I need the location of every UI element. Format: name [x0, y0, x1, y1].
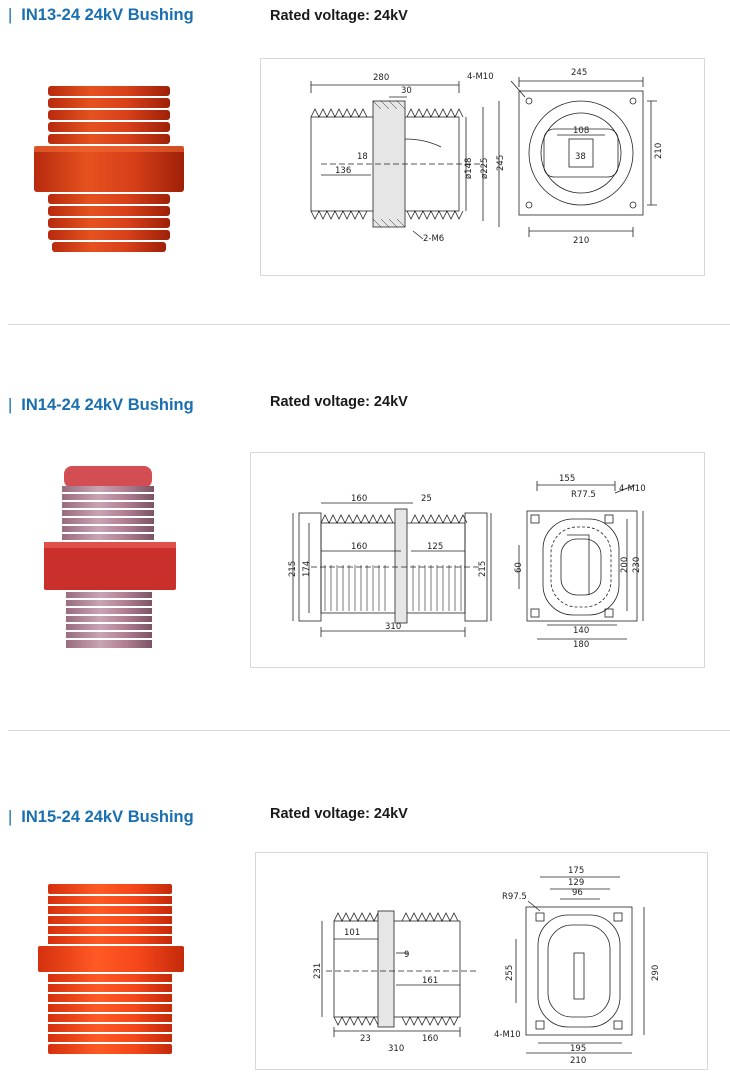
- drawing-svg-in13: [261, 59, 704, 275]
- technical-drawing-in15: [255, 852, 708, 1070]
- dim-200: 200: [620, 556, 630, 573]
- dim-101: 101: [344, 928, 361, 938]
- dim-215-left: 215: [288, 560, 298, 577]
- dim-136: 136: [335, 166, 352, 176]
- dim-174: 174: [302, 560, 312, 577]
- dim-255: 255: [505, 964, 515, 981]
- dim-245-top: 245: [571, 68, 588, 78]
- dim-140: 140: [573, 626, 590, 636]
- dim-r77-5: R77.5: [571, 490, 596, 500]
- dim-108: 108: [573, 126, 590, 136]
- product-title-in13: [8, 6, 194, 25]
- dim-210-right: 210: [654, 142, 664, 159]
- dim-210: 210: [570, 1056, 587, 1066]
- dim-160-inner: 160: [351, 542, 368, 552]
- dim-210-bottom: 210: [573, 236, 590, 246]
- technical-drawing-in14: [250, 452, 705, 668]
- dim-60: 60: [514, 562, 524, 573]
- dim-161: 161: [422, 976, 439, 986]
- title-bar-marker: |: [8, 396, 13, 414]
- rated-voltage-in15: Rated voltage: 24kV: [270, 806, 408, 822]
- dim-r97-5: R97.5: [502, 892, 527, 902]
- dim-25: 25: [421, 494, 432, 504]
- dim-155: 155: [559, 474, 576, 484]
- dim-160-top: 160: [351, 494, 368, 504]
- product-title-in15: [8, 808, 194, 827]
- title-bar-marker: |: [8, 6, 13, 24]
- dim-2-m6: 2-M6: [423, 234, 445, 244]
- bushing-photo-in13: [30, 82, 190, 257]
- dim-4-m10: 4-M10: [619, 484, 646, 494]
- dim-9: 9: [404, 950, 410, 960]
- dim-125: 125: [427, 542, 444, 552]
- section-divider: [8, 730, 730, 731]
- drawing-svg-in14: [251, 453, 704, 667]
- rated-voltage-in14: Rated voltage: 24kV: [270, 394, 408, 410]
- section-divider: [8, 324, 730, 325]
- dim-148: ø148: [464, 157, 474, 179]
- dim-4-m10: 4-M10: [494, 1030, 521, 1040]
- dim-96: 96: [572, 888, 583, 898]
- dim-180: 180: [573, 640, 590, 650]
- dim-290: 290: [651, 964, 661, 981]
- drawing-svg-in15: [256, 853, 707, 1069]
- dim-175: 175: [568, 866, 585, 876]
- title-bar-marker: |: [8, 808, 13, 826]
- product-title-text: IN15-24 24kV Bushing: [21, 808, 194, 826]
- product-title-in14: [8, 396, 194, 415]
- dim-245-side: 245: [496, 154, 506, 171]
- dim-231: 231: [313, 962, 323, 979]
- bushing-photo-in15: [36, 880, 186, 1060]
- technical-drawing-in13: [260, 58, 705, 276]
- dim-30: 30: [401, 86, 412, 96]
- dim-4-m10: 4-M10: [467, 72, 494, 82]
- dim-195: 195: [570, 1044, 587, 1054]
- dim-38: 38: [575, 152, 586, 162]
- dim-215-right: 215: [478, 560, 488, 577]
- dim-129: 129: [568, 878, 585, 888]
- dim-280: 280: [373, 73, 390, 83]
- dim-160: 160: [422, 1034, 439, 1044]
- bushing-photo-in14: [40, 462, 180, 652]
- dim-310: 310: [385, 622, 402, 632]
- dim-310: 310: [388, 1044, 405, 1054]
- product-title-text: IN14-24 24kV Bushing: [21, 396, 194, 414]
- dim-225: ø225: [480, 157, 490, 179]
- product-title-text: IN13-24 24kV Bushing: [21, 6, 194, 24]
- dim-230: 230: [632, 556, 642, 573]
- rated-voltage-in13: Rated voltage: 24kV: [270, 8, 408, 24]
- dim-23: 23: [360, 1034, 371, 1044]
- dim-18: 18: [357, 152, 368, 162]
